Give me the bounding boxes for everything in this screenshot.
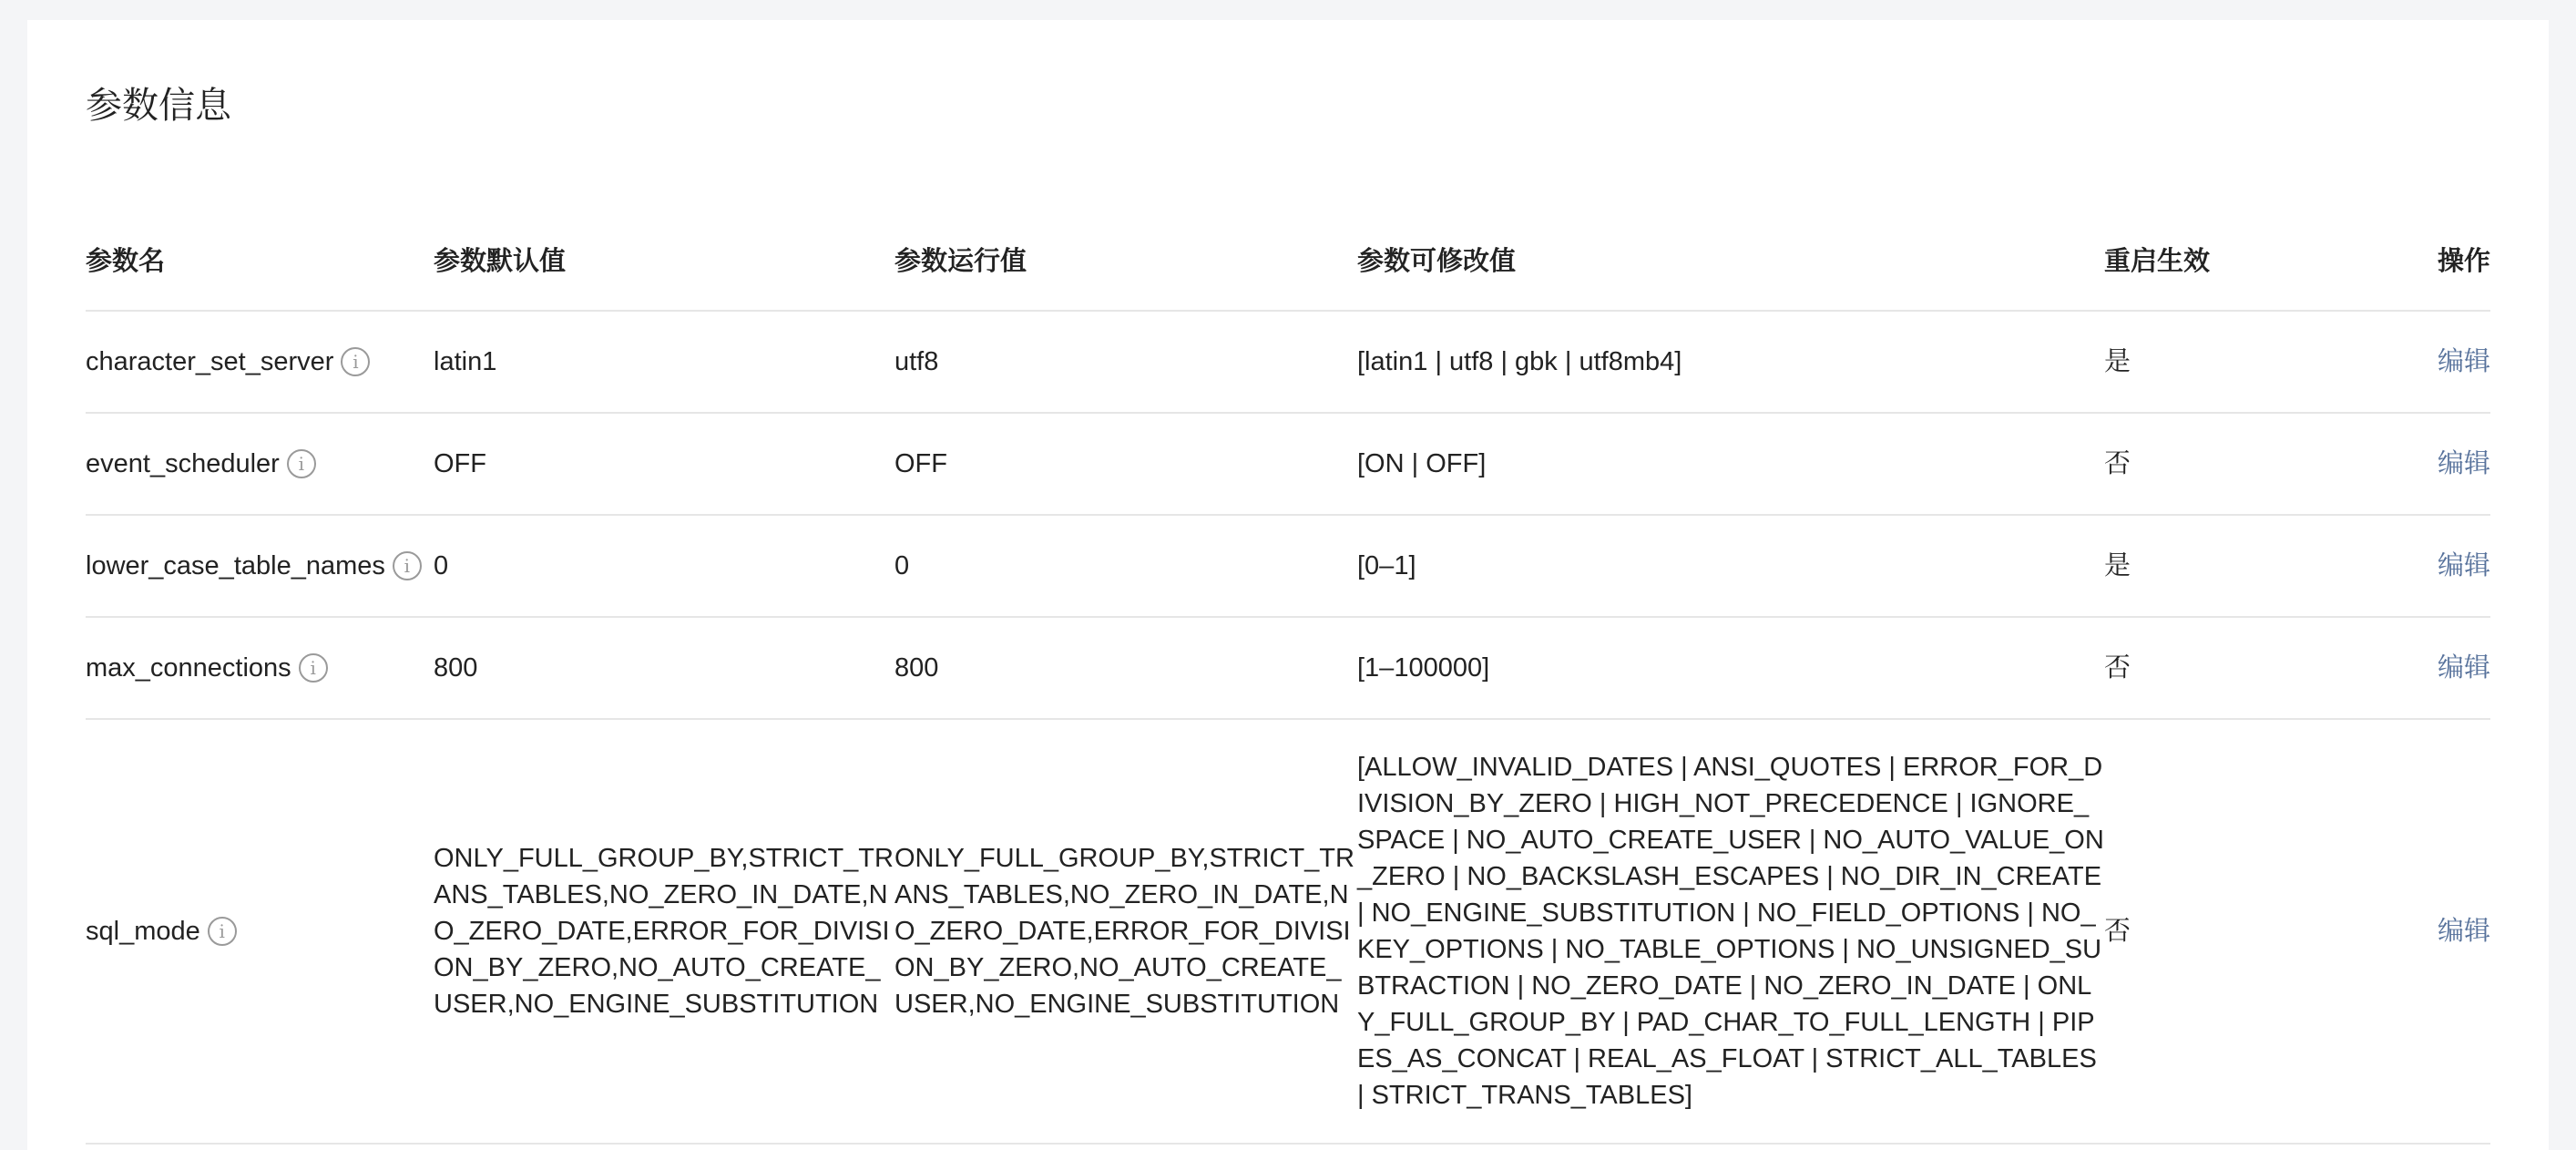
restart-effective-cell: 是 — [2104, 515, 2377, 617]
header-param-name: 参数名 — [86, 208, 434, 311]
info-icon[interactable]: i — [208, 917, 237, 946]
modifiable-value-cell: [0–1] — [1357, 515, 2104, 617]
modifiable-value-cell: [ON | OFF] — [1357, 413, 2104, 515]
info-icon[interactable]: i — [393, 551, 422, 580]
table-header — [86, 208, 2490, 311]
restart-effective-cell: 是 — [2104, 311, 2377, 413]
header-default-value: 参数默认值 — [434, 208, 894, 311]
param-name-wrap — [86, 446, 316, 482]
restart-effective-cell: 否 — [2104, 413, 2377, 515]
restart-effective-cell: 否 — [2104, 617, 2377, 719]
param-name-wrap — [86, 548, 422, 584]
param-name-cell — [86, 515, 434, 617]
param-name: sql_mode — [86, 917, 200, 946]
default-value-cell: 800 — [434, 617, 894, 719]
info-icon[interactable]: i — [341, 347, 370, 376]
modifiable-value-cell: [ALLOW_INVALID_DATES | ANSI_QUOTES | ERROR_FOR_DIVISION_BY_ZERO | HIGH_NOT_PRECEDENCE | IGNORE_SPACE | NO_AUTO_CREATE_USER | NO_AUTO_VALUE_ON_ZERO | NO_BACKSLASH_ESCAPES | NO_DIR_IN_CREATE | NO_ENGINE_SUBSTITUTION | NO_FIELD_OPTIONS | NO_KEY_OPTIONS | NO_TABLE_OPTIONS | NO_UNSIGNED_SUBTRACTION | NO_ZERO_DATE | NO_ZERO_IN_DATE | ONLY_FULL_GROUP_BY | PAD_CHAR_TO_FULL_LENGTH | PIPES_AS_CONCAT | REAL_AS_FLOAT | STRICT_ALL_TABLES | STRICT_TRANS_TABLES] — [1357, 719, 2104, 1144]
default-value-cell: 0 — [434, 515, 894, 617]
page-title: 参数信息 — [86, 86, 231, 126]
action-cell — [2377, 515, 2490, 617]
header-restart-effective: 重启生效 — [2104, 208, 2377, 311]
edit-link[interactable]: 编辑 — [2437, 347, 2490, 376]
table-row — [86, 719, 2490, 1144]
header-modifiable-value: 参数可修改值 — [1357, 208, 2104, 311]
param-name-cell — [86, 719, 434, 1144]
default-value-cell: ONLY_FULL_GROUP_BY,STRICT_TRANS_TABLES,NO_ZERO_IN_DATE,NO_ZERO_DATE,ERROR_FOR_DIVISION_BY_ZERO,NO_AUTO_CREATE_USER,NO_ENGINE_SUBSTITUTION — [434, 719, 894, 1144]
parameter-table — [86, 208, 2490, 1145]
edit-link[interactable]: 编辑 — [2437, 449, 2490, 478]
edit-link[interactable]: 编辑 — [2437, 917, 2490, 946]
modifiable-value-cell: [1–100000] — [1357, 617, 2104, 719]
param-name: event_scheduler — [86, 449, 280, 478]
param-name-wrap — [86, 650, 328, 686]
table-row — [86, 515, 2490, 617]
param-name-cell — [86, 311, 434, 413]
running-value-cell: 800 — [894, 617, 1357, 719]
running-value-cell: 0 — [894, 515, 1357, 617]
header-running-value: 参数运行值 — [894, 208, 1357, 311]
action-cell — [2377, 311, 2490, 413]
default-value-cell: OFF — [434, 413, 894, 515]
table-row — [86, 617, 2490, 719]
edit-link[interactable]: 编辑 — [2437, 653, 2490, 683]
running-value-cell: ONLY_FULL_GROUP_BY,STRICT_TRANS_TABLES,NO_ZERO_IN_DATE,NO_ZERO_DATE,ERROR_FOR_DIVISION_BY_ZERO,NO_AUTO_CREATE_USER,NO_ENGINE_SUBSTITUTION — [894, 719, 1357, 1144]
action-cell — [2377, 719, 2490, 1144]
header-action: 操作 — [2377, 208, 2490, 311]
info-icon[interactable]: i — [287, 449, 316, 478]
info-icon[interactable]: i — [299, 653, 328, 683]
param-name-cell — [86, 617, 434, 719]
modifiable-value-cell: [latin1 | utf8 | gbk | utf8mb4] — [1357, 311, 2104, 413]
edit-link[interactable]: 编辑 — [2437, 551, 2490, 580]
running-value-cell: OFF — [894, 413, 1357, 515]
action-cell — [2377, 617, 2490, 719]
running-value-cell: utf8 — [894, 311, 1357, 413]
param-name-cell — [86, 413, 434, 515]
action-cell — [2377, 413, 2490, 515]
param-name: lower_case_table_names — [86, 551, 385, 580]
table-row — [86, 413, 2490, 515]
param-name: max_connections — [86, 653, 291, 683]
param-name: character_set_server — [86, 347, 334, 376]
param-name-wrap — [86, 344, 370, 380]
table-row — [86, 311, 2490, 413]
parameter-info-panel — [27, 20, 2549, 1150]
default-value-cell: latin1 — [434, 311, 894, 413]
restart-effective-cell: 否 — [2104, 719, 2377, 1144]
param-name-wrap — [86, 913, 237, 950]
